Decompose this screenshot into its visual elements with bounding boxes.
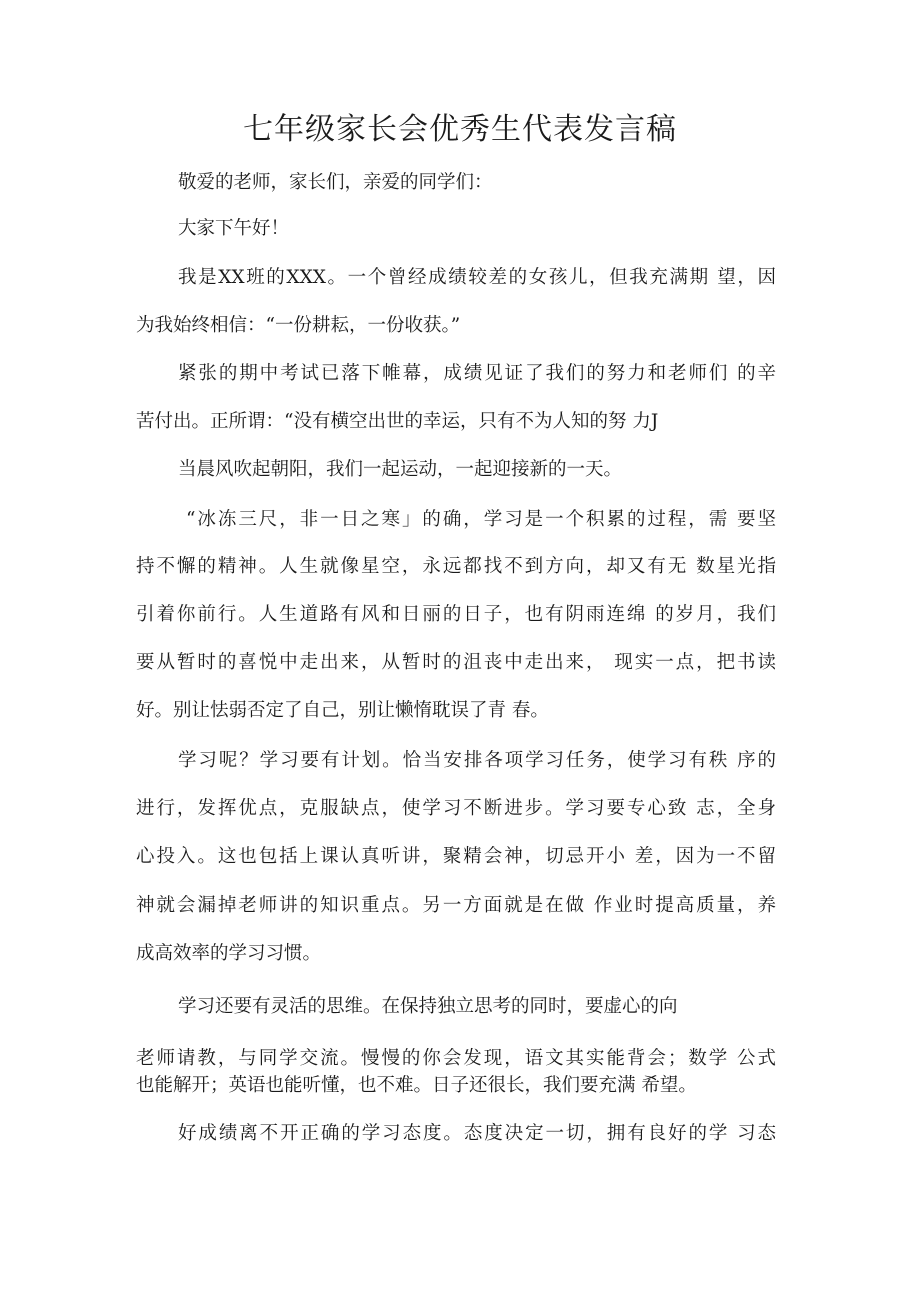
paragraph-line: 持不懈的精神。人生就像星空，永远都找不到方向，却又有无 数星光指 [136, 556, 776, 577]
paragraph-line: 要从暂时的喜悦中走出来，从暂时的沮丧中走出来， 现实一点，把书读 [136, 652, 776, 673]
paragraph-line: 成高效率的学习习惯。 [136, 943, 322, 964]
paragraph-line: 当晨风吹起朝阳，我们一起运动，一起迎接新的一天。 [178, 459, 623, 480]
paragraph-line: 心投入。这也包括上课认真听讲，聚精会神，切忌开小 差，因为一不留 [136, 846, 776, 867]
paragraph-line: 也能解开；英语也能听懂，也不难。日子还很长，我们要充满 希望。 [136, 1075, 697, 1096]
paragraph-line: 学习还要有灵活的思维。在保持独立思考的同时，要虚心的向 [178, 996, 678, 1017]
salutation-line: 敬爱的老师，家长们，亲爱的同学们： [178, 172, 493, 193]
paragraph-line: 紧张的期中考试已落下帷幕，成绩见证了我们的努力和老师们 的辛 [178, 363, 776, 384]
paragraph-line: 老师请教，与同学交流。慢慢的你会发现，语文其实能背会；数学 公式 [136, 1048, 776, 1069]
paragraph-line: 学习呢？学习要有计划。恰当安排各项学习任务，使学习有秩 序的 [178, 750, 776, 771]
paragraph-line: 苦付出。正所谓：“没有横空出世的幸运，只有不为人知的努 力J [136, 411, 659, 432]
paragraph-line: 好。别让怯弱否定了自己，别让懒惰耽误了青 春。 [136, 700, 549, 721]
paragraph-line: 为我始终相信：“一份耕耘，一份收获。” [136, 315, 461, 336]
paragraph-line: 我是XX班的XXX。一个曾经成绩较差的女孩儿，但我充满期 望，因 [178, 267, 776, 288]
paragraph-line: 进行，发挥优点，克服缺点，使学习不断进步。学习要专心致 志，全身 [136, 798, 776, 819]
paragraph-line: 引着你前行。人生道路有风和日丽的日子，也有阴雨连绵 的岁月，我们 [136, 604, 776, 625]
paragraph-line: 神就会漏掉老师讲的知识重点。另一方面就是在做 作业时提高质量，养 [136, 895, 776, 916]
greeting-line: 大家下午好！ [178, 218, 290, 239]
paragraph-line: “冰冻三尺，非一日之寒」的确，学习是一个积累的过程，需 要坚 [186, 509, 776, 530]
paragraph-line: 好成绩离不开正确的学习态度。态度决定一切，拥有良好的学 习态 [178, 1123, 776, 1144]
document-title: 七年级家长会优秀生代表发言稿 [243, 112, 677, 147]
